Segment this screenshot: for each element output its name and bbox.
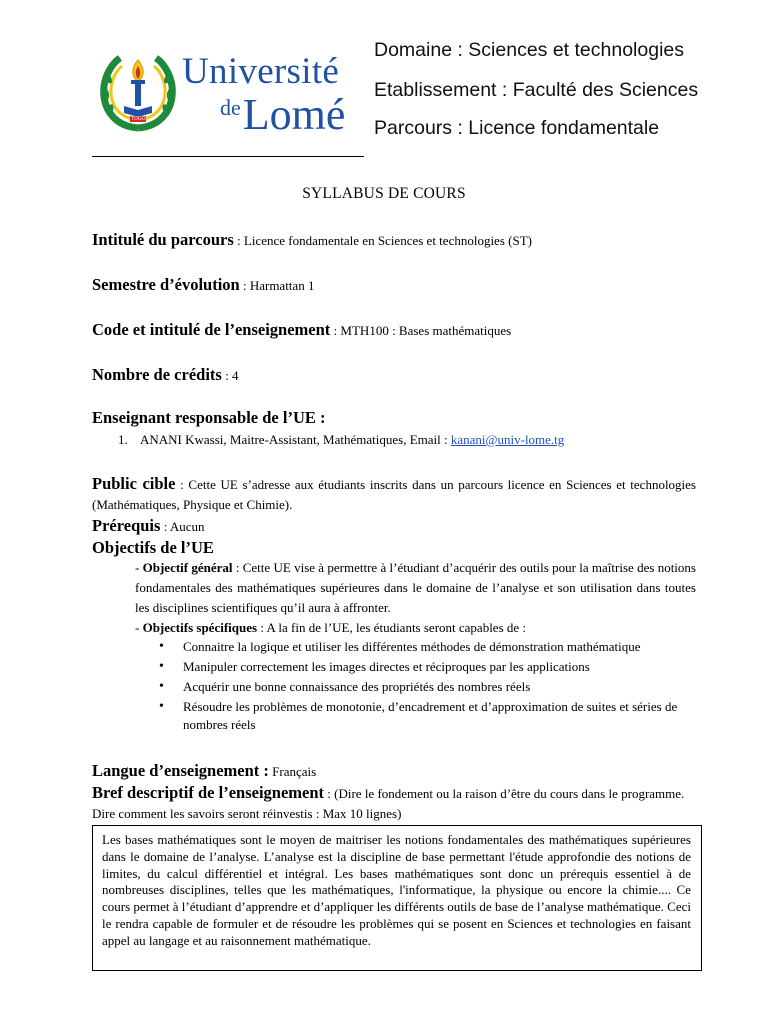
header-domaine: Domaine : Sciences et technologies	[374, 39, 685, 61]
objectif-general-label: Objectif général	[142, 560, 233, 575]
objectifs-specifiques-prefix: -	[135, 620, 143, 635]
objectifs-title: Objectifs de l’UE	[92, 538, 214, 557]
field-code-label: Code et intitulé de l’enseignement	[92, 320, 331, 339]
langue-enseignement	[92, 761, 316, 781]
university-name-city: Lomé	[242, 90, 346, 139]
teacher-entry	[118, 432, 564, 448]
objectifs-specifiques-text: : A la fin de l’UE, les étudiants seront capables de :	[257, 620, 527, 635]
bref-descriptif	[92, 783, 702, 824]
list-item: • Résoudre les problèmes de monotonie, d’encadrement et d’approximation de suites et séries de nombres réels	[150, 698, 710, 734]
university-logo	[98, 50, 178, 134]
objectif-general-text: : Cette UE vise à permettre à l’étudiant d’acquérir des outils pour la maîtrise des notions fondamentales des mathématiques supérieures dans le domaine de l’analyse et son utilisation dans toutes les disciplines scientifiques qu’il aura à affronter.	[135, 560, 696, 615]
public-cible-text: : Cette UE s’adresse aux étudiants inscrits dans un parcours licence en Sciences et technologies (Mathématiques, Physique et Chimie).	[92, 477, 696, 512]
university-name-line1: Université	[182, 51, 340, 92]
field-code-value: : MTH100 : Bases mathématiques	[330, 323, 512, 338]
objectif-general	[135, 558, 696, 618]
header-divider	[92, 156, 364, 157]
field-parcours-label: Intitulé du parcours	[92, 230, 234, 249]
objectifs-specifiques	[135, 618, 696, 638]
list-item: • Connaitre la logique et utiliser les différentes méthodes de démonstration mathématique	[150, 638, 710, 656]
field-enseignant	[92, 408, 325, 428]
objectif-general-prefix: -	[135, 560, 143, 575]
field-semestre-value: : Harmattan 1	[239, 278, 315, 293]
field-credits	[92, 365, 238, 385]
teacher-number: 1.	[118, 432, 128, 447]
objectifs-list	[150, 638, 710, 736]
header-etablissement: Etablissement : Faculté des Sciences	[374, 79, 699, 101]
teacher-email-link[interactable]: kanani@univ-lome.tg	[450, 432, 565, 447]
field-credits-label: Nombre de crédits	[92, 365, 222, 384]
list-item: • Manipuler correctement les images directes et réciproques par les applications	[150, 658, 710, 676]
description-box: Les bases mathématiques sont le moyen de maitriser les notions fondamentales des mathématiques supérieures dans le domaine de l’analyse. L’analyse est la discipline de base permettant l'étude approfondie des notions de limites, du calcul différentiel et intégral. Les bases mathématiques sont donc un prérequis essentiel à de nombreuses disciplines, telles que les mathématiques, l'informatique, la physique ou encore la chimie.... Ce cours permet à l’étudiant d’apprendre et d’appliquer les différents outils de base de l’analyse mathématique. Ceci le rendra capable de formuler et de résoudre les problèmes qui se posent en Sciences et technologies en faisant appel au langage et au raisonnement mathématique.	[92, 825, 702, 971]
bref-label: Bref descriptif de l’enseignement	[92, 783, 325, 802]
bref-note: : (Dire le fondement ou la raison d’être du cours dans le programme. Dire comment les savoirs seront réinvestis : Max 10 lignes)	[92, 786, 685, 821]
document-title: SYLLABUS DE COURS	[302, 185, 466, 202]
field-semestre	[92, 275, 314, 295]
field-enseignant-label: Enseignant responsable de l’UE :	[92, 408, 326, 427]
langue-value: Français	[268, 764, 317, 779]
list-item: • Acquérir une bonne connaissance des propriétés des nombres réels	[150, 678, 710, 696]
objectifs-specifiques-label: Objectifs spécifiques	[142, 620, 258, 635]
langue-label: Langue d’enseignement :	[92, 761, 269, 780]
teacher-details: ANANI Kwassi, Maitre-Assistant, Mathématiques, Email :	[140, 432, 451, 447]
logo-ribbon-text: TOGO	[131, 116, 146, 122]
prerequis-label: Prérequis	[92, 516, 161, 535]
field-semestre-label: Semestre d’évolution	[92, 275, 240, 294]
header-parcours: Parcours : Licence fondamentale	[374, 117, 660, 139]
university-wordmark	[182, 52, 345, 137]
prerequis-value: : Aucun	[160, 519, 205, 534]
public-cible	[92, 474, 696, 515]
field-code	[92, 320, 511, 340]
field-parcours	[92, 230, 532, 250]
field-credits-value: : 4	[221, 368, 239, 383]
public-cible-label: Public cible	[92, 474, 176, 493]
prerequis	[92, 516, 696, 537]
university-name-line2	[182, 86, 345, 137]
field-parcours-value: : Licence fondamentale en Sciences et technologies (ST)	[233, 233, 532, 248]
university-name-de: de	[220, 95, 241, 120]
